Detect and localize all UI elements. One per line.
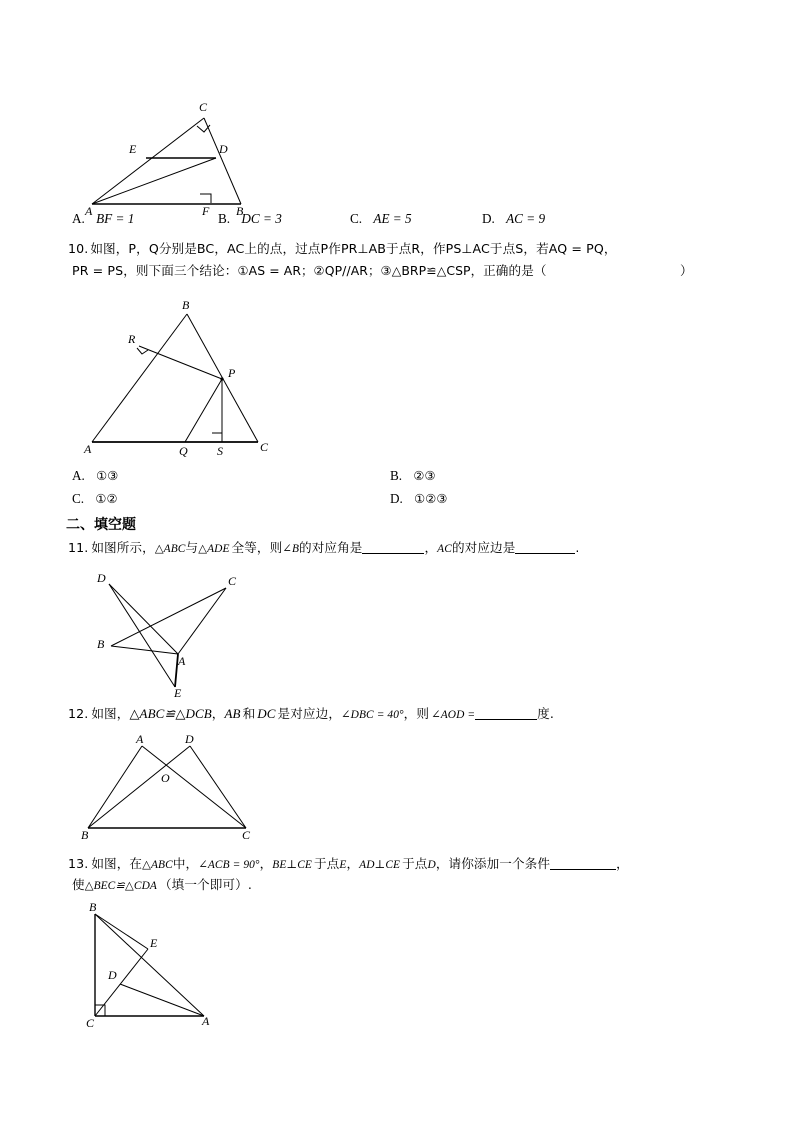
figure-q10-vertex-S: S	[217, 444, 223, 458]
figure-q9-vertex-D: D	[219, 142, 228, 156]
q10-text-line1	[68, 238, 617, 259]
q9-option-c-text: AE = 5	[373, 211, 412, 226]
q10-line2-pre: PR = PS，则下面三个结论：	[72, 263, 238, 278]
q11-text-e: ，	[424, 540, 438, 555]
q10-conclusion-1: ①AS = AR；	[237, 263, 314, 278]
q13-text-line1	[68, 853, 629, 876]
q10-option-c-text: ①②	[95, 491, 118, 506]
q13-triangle-abc: △ABC	[142, 859, 173, 871]
q13-perp-be-ce: BE⊥CE	[272, 859, 312, 871]
q12-text	[68, 703, 554, 726]
q13-line1-f: 于点	[402, 856, 428, 871]
q12-text-f: 度.	[537, 706, 554, 721]
figure-q9	[78, 96, 278, 221]
q13-line2-b: （填一个即可）.	[158, 877, 252, 892]
q12-answer-blank[interactable]	[475, 706, 537, 720]
q11-text-g: .	[575, 540, 580, 555]
q11-side-ac: AC	[437, 543, 452, 555]
q10-conclusion-3: ③△BRP≌△CSP，	[380, 263, 484, 278]
q10-line2-post: 正确的是（	[483, 263, 547, 278]
figure-q13-vertex-C: C	[86, 1016, 95, 1030]
figure-q10-vertex-A: A	[84, 442, 92, 456]
q11-text-a: 如图所示，	[91, 540, 155, 555]
q12-text-a: 如图，	[91, 706, 130, 721]
figure-q9-vertex-C: C	[199, 100, 208, 114]
q11-triangle-ade: △ADE	[198, 543, 230, 555]
q9-option-b-key: B.	[218, 211, 231, 226]
q11-answer-blank-2[interactable]	[515, 540, 575, 554]
q10-number: 10.	[68, 241, 89, 256]
figure-q11-vertex-C: C	[228, 574, 237, 588]
figure-q11-vertex-A: A	[178, 654, 186, 668]
figure-q12	[78, 728, 268, 843]
q12-number: 12.	[68, 706, 89, 721]
q9-option-b-text: DC = 3	[241, 211, 282, 226]
figure-q10-vertex-P: P	[228, 366, 236, 380]
figure-q13	[78, 896, 238, 1031]
q13-line1-g: ，请你添加一个条件	[435, 856, 551, 871]
figure-q9-vertex-E: E	[129, 142, 137, 156]
q11-number: 11.	[68, 540, 89, 555]
q13-congruence: △BEC≌△CDA	[84, 880, 157, 892]
q13-perp-ad-ce: AD⊥CE	[359, 859, 401, 871]
q9-option-c-key: C.	[350, 211, 363, 226]
q13-line2-a: 使	[72, 877, 85, 892]
q13-line1-d: 于点	[313, 856, 340, 871]
figure-q12-vertex-D: D	[185, 732, 194, 746]
figure-q9-vertex-B: B	[236, 204, 244, 218]
figure-q13-vertex-B: B	[89, 900, 97, 914]
q10-option-c-key: C.	[72, 491, 85, 506]
q13-point-d: D	[427, 859, 436, 871]
figure-q10-vertex-Q: Q	[179, 444, 188, 458]
q10-option-a[interactable]	[72, 468, 118, 484]
figure-q13-vertex-E: E	[150, 936, 158, 950]
figure-q11-vertex-B: B	[97, 637, 105, 651]
q9-option-d[interactable]	[482, 211, 545, 227]
figure-q10	[80, 296, 290, 456]
q10-option-a-key: A.	[72, 468, 85, 483]
q9-option-d-key: D.	[482, 211, 495, 226]
figure-q12-vertex-C: C	[242, 828, 251, 842]
q12-text-b: ，	[211, 706, 225, 721]
figure-q13-vertex-D: D	[108, 968, 117, 982]
q13-angle-acb: ∠ACB = 90°	[198, 859, 260, 871]
q12-text-c: 和	[242, 706, 256, 721]
q9-option-b[interactable]	[218, 211, 282, 227]
figure-q10-vertex-R: R	[128, 332, 136, 346]
figure-q10-vertex-B: B	[182, 298, 190, 312]
q10-option-b-key: B.	[390, 468, 403, 483]
section-2-heading: 二、填空题	[66, 517, 136, 533]
figure-q11-vertex-E: E	[174, 686, 182, 700]
q9-option-a-key: A.	[72, 211, 85, 226]
q11-text-d: 的对应角是	[299, 540, 363, 555]
q11-triangle-abc: △ABC	[154, 543, 186, 555]
q12-text-d: 是对应边，	[277, 706, 342, 721]
q12-text-e: ，则	[403, 706, 430, 721]
q12-side-dc: DC	[257, 706, 276, 721]
q12-angle-aod: ∠AOD =	[431, 709, 476, 721]
figure-q10-vertex-C: C	[260, 440, 269, 454]
q13-answer-blank[interactable]	[550, 856, 616, 870]
q9-option-a[interactable]	[72, 211, 134, 227]
q10-option-b[interactable]	[390, 468, 436, 484]
q13-line1-e: ，	[346, 856, 360, 871]
q13-line1-b: 中，	[172, 856, 199, 871]
figure-q12-vertex-O: O	[161, 771, 170, 785]
figure-q12-vertex-A: A	[136, 732, 144, 746]
figure-q11-vertex-D: D	[97, 571, 106, 585]
q11-answer-blank-1[interactable]	[362, 540, 424, 554]
q10-option-d-key: D.	[390, 491, 403, 506]
q10-option-c[interactable]	[72, 491, 118, 507]
q10-option-b-text: ②③	[413, 468, 436, 483]
figure-q11	[78, 562, 258, 702]
q13-line1-a: 如图，在	[91, 856, 143, 871]
q10-option-d-text: ①②③	[414, 491, 448, 506]
q9-option-c[interactable]	[350, 211, 412, 227]
q10-option-a-text: ①③	[96, 468, 119, 483]
q11-text-f: 的对应边是	[451, 540, 516, 555]
q12-congruence: △ABC≌△DCB	[129, 706, 212, 721]
figure-q12-vertex-B: B	[81, 828, 89, 842]
q13-text-line2	[72, 874, 252, 897]
q10-line1: 如图，P，Q分别是BC，AC上的点，过点P作PR⊥AB于点R，作PS⊥AC于点S，若AQ = PQ，	[90, 241, 617, 256]
figure-q13-vertex-A: A	[202, 1014, 210, 1028]
q10-conclusion-2: ②QP//AR；	[313, 263, 381, 278]
q11-angle-b: ∠B	[282, 543, 299, 555]
figure-q9-vertex-A: A	[85, 204, 93, 218]
q11-text-c: 全等，则	[231, 540, 283, 555]
q13-line1-c: ，	[259, 856, 273, 871]
q10-line2-end: ）	[679, 263, 693, 278]
q12-angle-dbc: ∠DBC = 40°	[341, 709, 404, 721]
figure-q9-vertex-F: F	[202, 204, 210, 218]
q13-point-e: E	[339, 859, 347, 871]
q10-option-d[interactable]	[390, 491, 447, 507]
q10-text-line2	[72, 260, 693, 281]
q9-option-d-text: AC = 9	[506, 211, 546, 226]
q9-option-a-text: BF = 1	[96, 211, 135, 226]
q11-text-b: 与	[185, 540, 199, 555]
q13-number: 13.	[68, 856, 89, 871]
q11-text	[68, 537, 580, 560]
q12-side-ab: AB	[224, 706, 241, 721]
q13-line1-h: ，	[616, 856, 629, 871]
